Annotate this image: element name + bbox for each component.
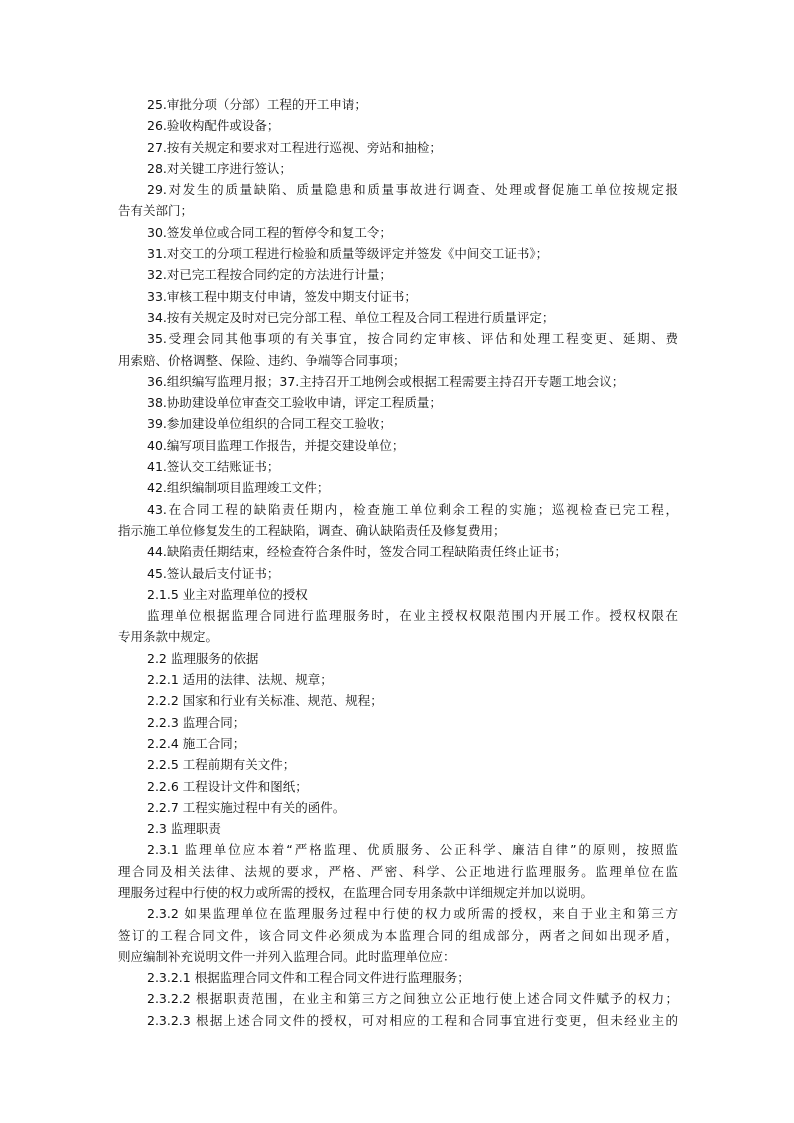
section-heading: 2.3 监理职责 [147, 821, 221, 837]
text-line: 38.协助建设单位审查交工验收申请，评定工程质量； [147, 395, 442, 411]
text-line: 告有关部门； [118, 203, 194, 219]
text-line: 27.按有关规定和要求对工程进行巡视、旁站和抽检； [147, 139, 442, 155]
text-line: 2.3.2.3 根据上述合同文件的授权，可对相应的工程和合同事宜进行变更，但未经业主的 [147, 1012, 678, 1028]
text-line: 39.参加建设单位组织的合同工程交工验收； [147, 416, 392, 432]
text-line: 30.签发单位或合同工程的暂停令和复工令； [147, 224, 392, 240]
text-line: 28.对关键工序进行签认； [147, 160, 292, 176]
text-line: 2.2.7 工程实施过程中有关的函件。 [147, 799, 346, 815]
text-line: 2.3.1 监理单位应本着“严格监理、优质服务、公正科学、廉洁自律”的原则，按照监 [147, 842, 678, 858]
text-line: 签订的工程合同文件，该合同文件必须成为本监理合同的组成部分，两者之间如出现矛盾， [118, 927, 678, 943]
document-body [118, 94, 678, 1031]
text-line: 33.审核工程中期支付申请，签发中期支付证书； [147, 288, 417, 304]
text-line: 2.2.3 监理合同； [147, 714, 246, 730]
text-line: 指示施工单位修复发生的工程缺陷，调查、确认缺陷责任及修复费用； [118, 522, 506, 538]
text-line: 专用条款中规定。 [118, 629, 219, 645]
text-line: 2.2.6 工程设计文件和图纸； [147, 778, 308, 794]
text-line: 理合同及相关法律、法规的要求，严格、严密、科学、公正地进行监理服务。监理单位在监 [118, 863, 678, 879]
text-line: 32.对已完工程按合同约定的方法进行计量； [147, 267, 392, 283]
text-line: 用索赔、价格调整、保险、违约、争端等合同事项； [118, 352, 406, 368]
text-line: 36.组织编写监理月报；37.主持召开工地例会或根据工程需要主持召开专题工地会议； [147, 373, 625, 389]
text-line: 41.签认交工结账证书； [147, 459, 280, 475]
text-line: 29.对发生的质量缺陷、质量隐患和质量事故进行调查、处理或督促施工单位按规定报 [147, 182, 678, 198]
text-line: 45.签认最后支付证书； [147, 565, 280, 581]
text-line: 31.对交工的分项工程进行检验和质量等级评定并签发《中间交工证书》； [147, 246, 549, 262]
text-line: 则应编制补充说明文件一并列入监理合同。此时监理单位应： [118, 948, 456, 964]
text-line: 2.3.2.2 根据职责范围，在业主和第三方之间独立公正地行使上述合同文件赋予的权力； [147, 991, 678, 1007]
text-line: 26.验收构配件或设备； [147, 118, 280, 134]
text-line: 2.2.4 施工合同； [147, 735, 246, 751]
text-line: 理服务过程中行使的权力或所需的授权，在监理合同专用条款中详细规定并加以说明。 [118, 884, 594, 900]
text-line: 34.按有关规定及时对已完分部工程、单位工程及合同工程进行质量评定； [147, 309, 555, 325]
text-line: 2.2.5 工程前期有关文件； [147, 757, 296, 773]
text-line: 25.审批分项（分部）工程的开工申请； [147, 97, 367, 112]
section-heading: 2.2 监理服务的依据 [147, 650, 259, 666]
text-line: 2.2.2 国家和行业有关标准、规范、规程； [147, 693, 383, 709]
text-line: 40.编写项目监理工作报告，并提交建设单位； [147, 437, 405, 453]
text-line: 2.3.2.1 根据监理合同文件和工程合同文件进行监理服务； [147, 970, 470, 986]
text-line: 2.2.1 适用的法律、法规、规章； [147, 672, 333, 688]
text-line: 44.缺陷责任期结束，经检查符合条件时，签发合同工程缺陷责任终止证书； [147, 544, 567, 560]
text-line: 2.3.2 如果监理单位在监理服务过程中行使的权力或所需的授权，来自于业主和第三方 [147, 906, 678, 922]
text-line: 监理单位根据监理合同进行监理服务时，在业主授权权限范围内开展工作。授权权限在 [147, 608, 678, 624]
section-heading: 2.1.5 业主对监理单位的授权 [147, 586, 308, 602]
text-line: 35.受理会同其他事项的有关事宜，按合同约定审核、评估和处理工程变更、延期、费 [147, 331, 678, 347]
text-line: 42.组织编制项目监理竣工文件； [147, 480, 330, 496]
text-line: 43.在合同工程的缺陷责任期内，检查施工单位剩余工程的实施；巡视检查已完工程， [147, 501, 678, 517]
